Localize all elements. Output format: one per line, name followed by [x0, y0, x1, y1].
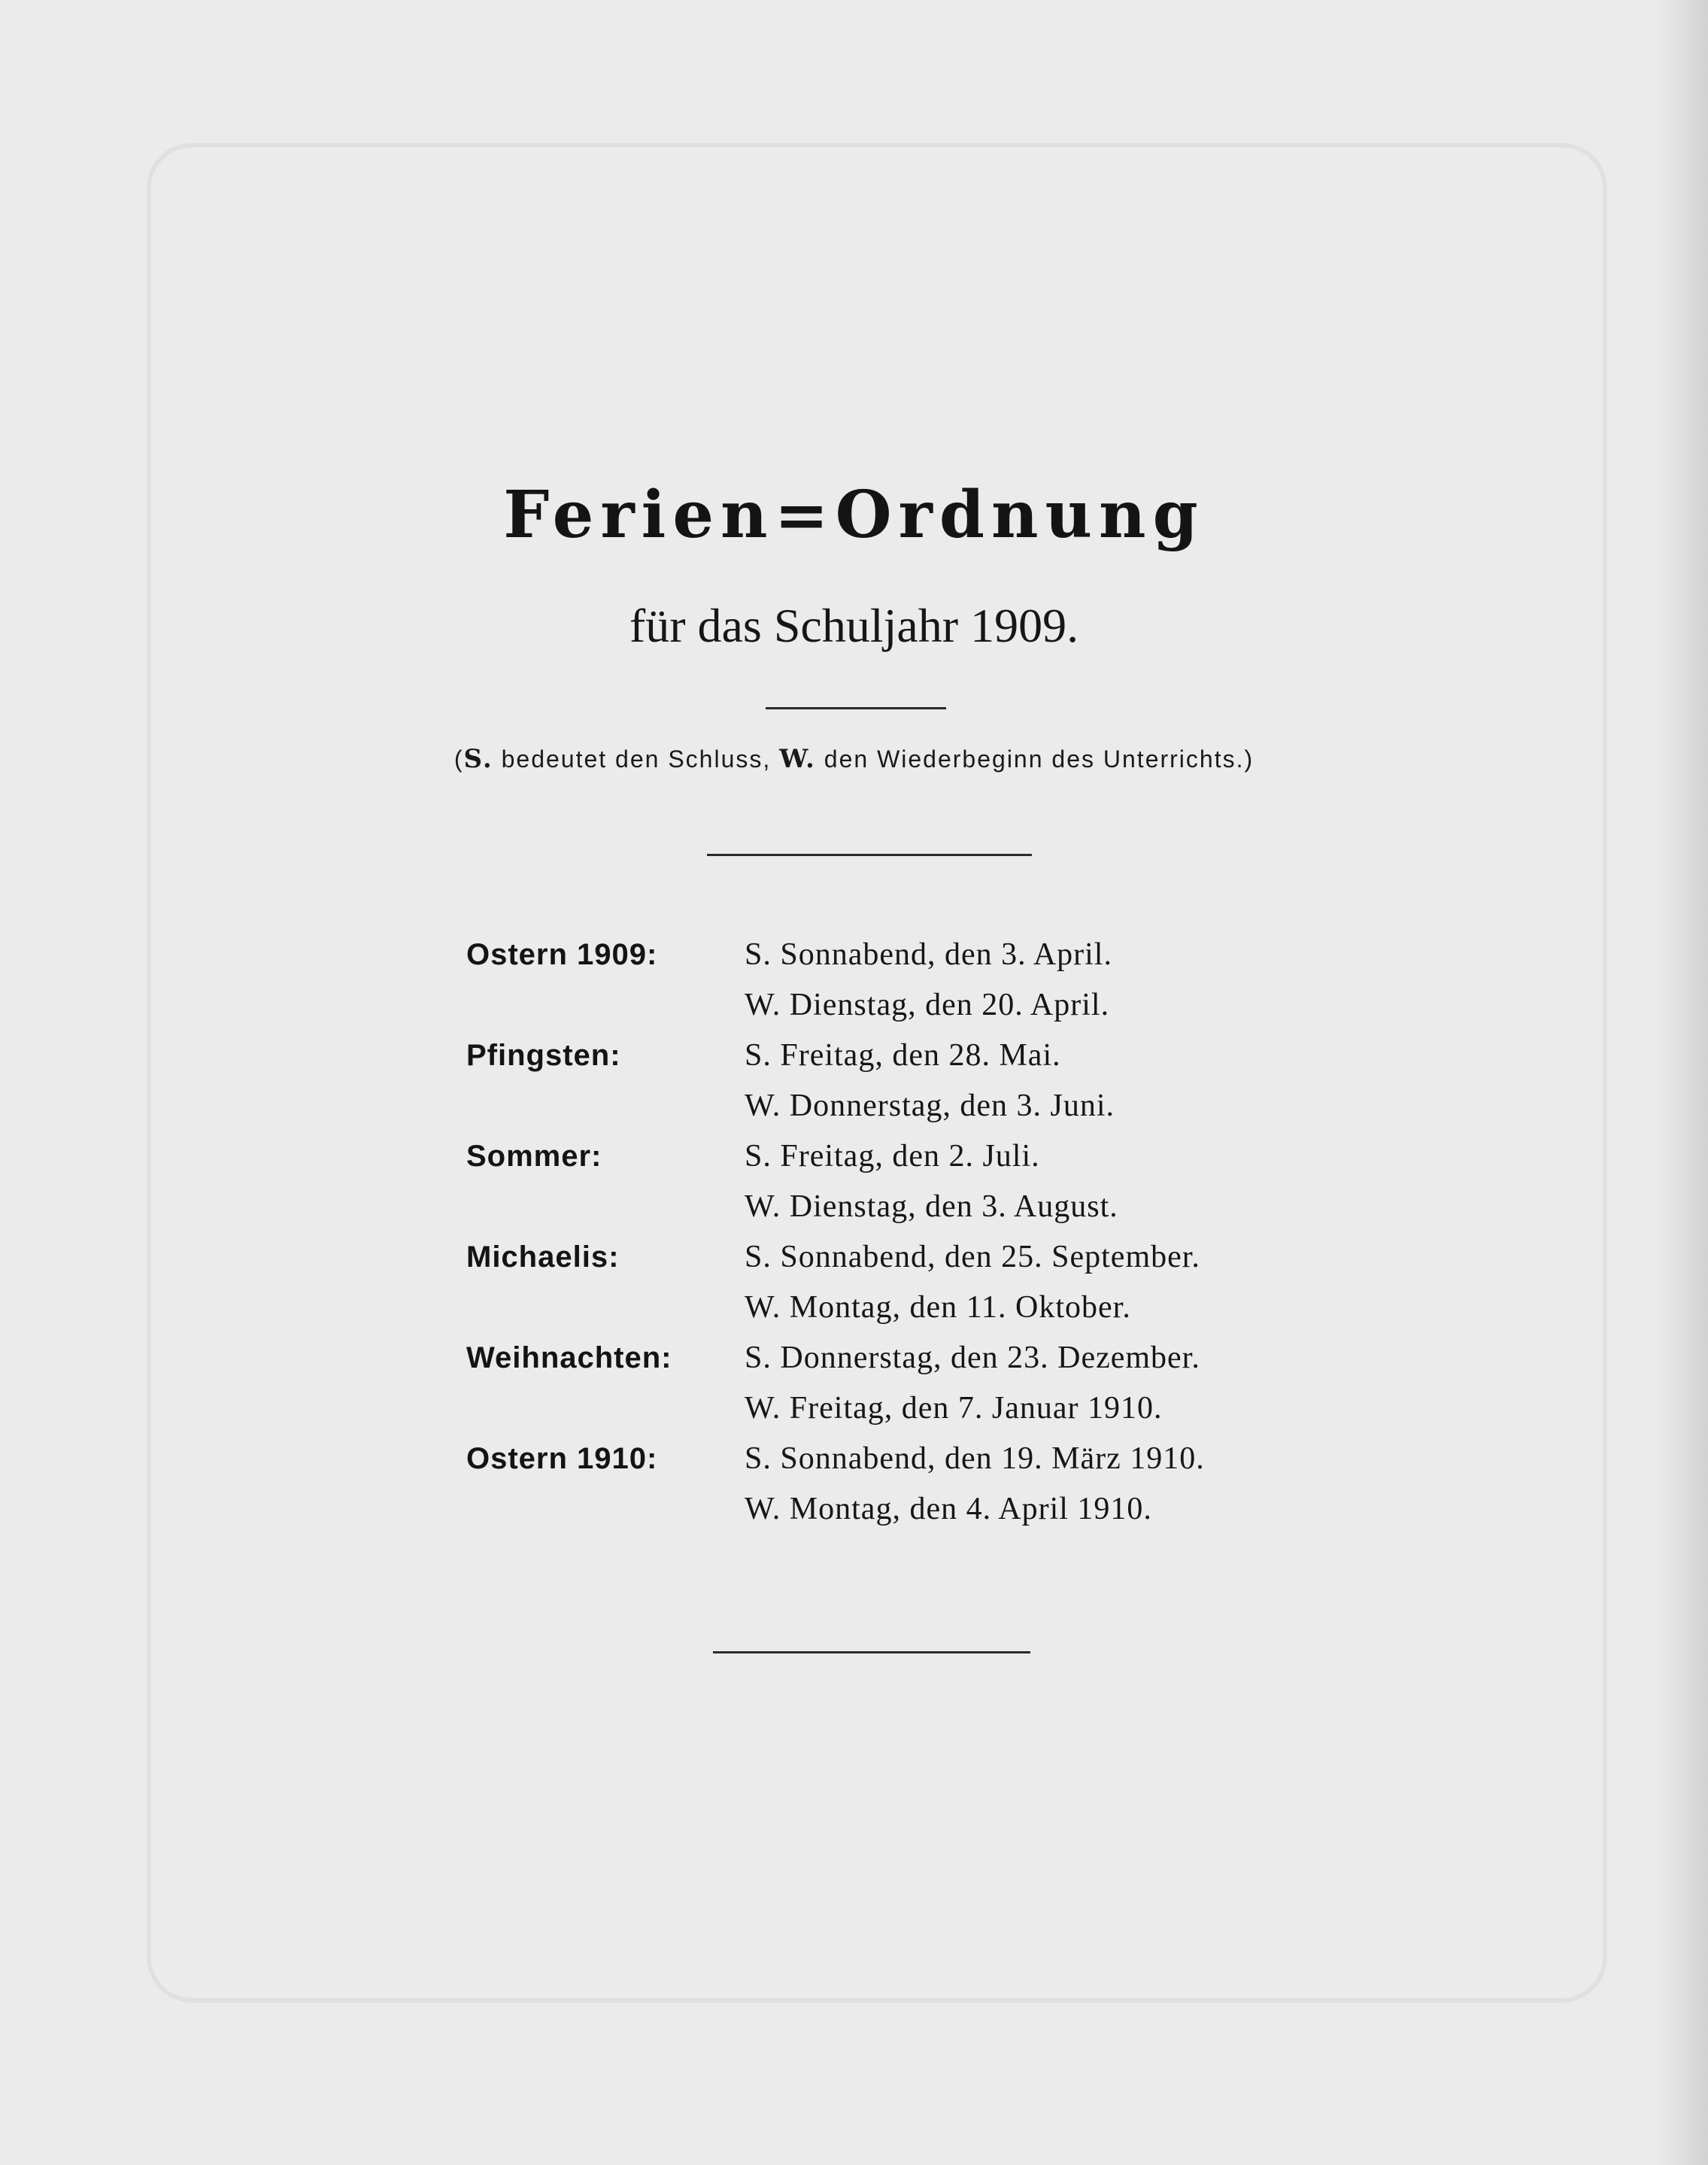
holiday-row-sommer — [466, 1134, 1339, 1235]
holiday-wiederbeginn-date: W. Freitag, den 7. Januar 1910. — [745, 1391, 1163, 1426]
holiday-wiederbeginn-date: W. Montag, den 11. Oktober. — [745, 1290, 1131, 1325]
holiday-wiederbeginn-date: W. Dienstag, den 20. April. — [745, 988, 1110, 1022]
note-w-abbreviation: W. — [779, 744, 816, 774]
divider-line — [713, 1651, 1030, 1653]
divider-line — [766, 707, 946, 709]
holiday-schluss-date: S. Freitag, den 28. Mai. — [745, 1038, 1061, 1073]
holiday-schluss-date: S. Freitag, den 2. Juli. — [745, 1139, 1040, 1174]
page-subtitle: für das Schuljahr 1909. — [629, 599, 1079, 652]
holiday-wiederbeginn-date: W. Dienstag, den 3. August. — [745, 1189, 1118, 1224]
holiday-schluss-date: S. Sonnabend, den 25. September. — [745, 1240, 1200, 1274]
holiday-row-michaelis — [466, 1235, 1339, 1336]
holiday-name: Ostern 1910: — [466, 1442, 658, 1475]
holiday-row-ostern-1910 — [466, 1437, 1339, 1538]
holiday-wiederbeginn-date: W. Montag, den 4. April 1910. — [745, 1492, 1152, 1526]
note-w-text: den Wiederbeginn des Unterrichts.) — [815, 745, 1254, 773]
page-title: Ferien=Ordnung — [503, 477, 1205, 553]
page-edge-shadow — [1655, 0, 1708, 2165]
holiday-name: Weihnachten: — [466, 1341, 672, 1374]
note-open-paren: ( — [454, 745, 464, 773]
holiday-wiederbeginn-date: W. Donnerstag, den 3. Juni. — [745, 1089, 1115, 1123]
holiday-name: Ostern 1909: — [466, 938, 658, 971]
holiday-name: Michaelis: — [466, 1240, 620, 1274]
holiday-schluss-date: S. Donnerstag, den 23. Dezember. — [745, 1341, 1200, 1375]
holiday-name: Sommer: — [466, 1140, 602, 1173]
divider-line — [707, 854, 1032, 856]
note-s-abbreviation: S. — [463, 744, 493, 774]
holiday-row-ostern-1909 — [466, 933, 1339, 1034]
abbreviation-note — [0, 746, 1708, 772]
holiday-schluss-date: S. Sonnabend, den 3. April. — [745, 937, 1112, 972]
note-s-text: bedeutet den Schluss, — [493, 745, 780, 773]
holiday-row-weihnachten — [466, 1336, 1339, 1437]
holiday-row-pfingsten — [466, 1034, 1339, 1134]
holiday-name: Pfingsten: — [466, 1039, 621, 1072]
holiday-schluss-date: S. Sonnabend, den 19. März 1910. — [745, 1441, 1205, 1476]
